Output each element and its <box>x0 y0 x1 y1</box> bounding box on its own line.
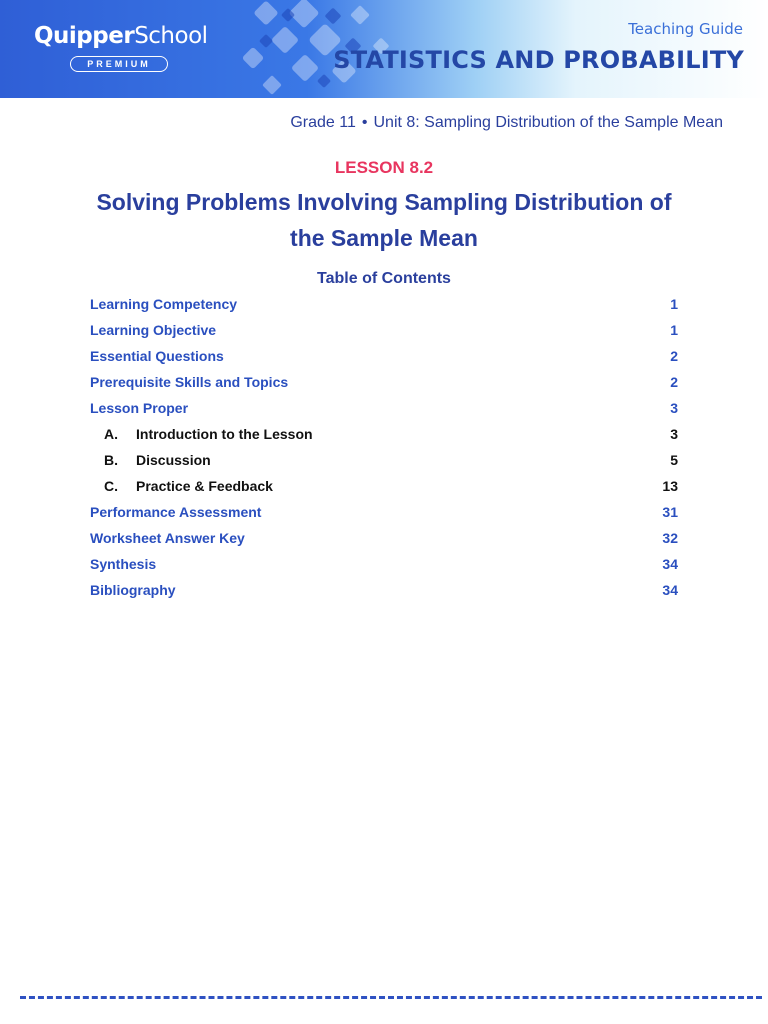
toc-subentry-introduction[interactable] <box>90 421 678 447</box>
toc-entry-page: 13 <box>662 478 678 494</box>
toc-entry-label: Prerequisite Skills and Topics <box>90 374 289 390</box>
toc-entry-learning-objective[interactable] <box>90 317 678 343</box>
toc-entry-page: 3 <box>670 400 678 416</box>
toc-subentry-text <box>104 478 273 494</box>
toc-entry-label: Performance Assessment <box>90 504 262 520</box>
quipper-logo <box>34 22 214 72</box>
toc-entry-page: 34 <box>662 582 678 598</box>
toc-subentry-practice-feedback[interactable] <box>90 473 678 499</box>
logo-wordmark <box>34 22 214 50</box>
toc-entry-label: Learning Competency <box>90 296 238 312</box>
toc-subentry-letter: B. <box>104 452 118 468</box>
toc-entry-label: Bibliography <box>90 582 176 598</box>
toc-entry-page: 5 <box>670 452 678 468</box>
toc-entry-label: Synthesis <box>90 556 157 572</box>
toc-subentry-label: Discussion <box>136 452 211 468</box>
toc-subentry-letter: A. <box>104 426 118 442</box>
toc-entry-label: Essential Questions <box>90 348 224 364</box>
toc-subentry-label: Introduction to the Lesson <box>136 426 313 442</box>
teaching-guide-label: Teaching Guide <box>628 20 743 38</box>
toc-entry-label: Learning Objective <box>90 322 217 338</box>
subject-title: STATISTICS AND PROBABILITY <box>333 46 744 74</box>
toc-entry-page: 2 <box>670 374 678 390</box>
toc-entry-prerequisite-skills[interactable] <box>90 369 678 395</box>
breadcrumb-grade: Grade 11 <box>290 114 356 131</box>
toc-entry-bibliography[interactable] <box>90 577 678 603</box>
toc-entry-lesson-proper[interactable] <box>90 395 678 421</box>
toc-entry-page: 2 <box>670 348 678 364</box>
toc-entry-worksheet-answer-key[interactable] <box>90 525 678 551</box>
premium-badge: PREMIUM <box>70 56 168 72</box>
lesson-title: Solving Problems Involving Sampling Distribution of the Sample Mean <box>96 189 672 251</box>
toc-subentry-text <box>104 452 211 468</box>
toc-subentry-discussion[interactable] <box>90 447 678 473</box>
breadcrumb <box>290 114 723 132</box>
page-header <box>0 0 768 98</box>
toc-entry-synthesis[interactable] <box>90 551 678 577</box>
toc-entry-page: 1 <box>670 322 678 338</box>
lesson-number: LESSON 8.2 <box>334 158 434 177</box>
logo-school: School <box>134 23 208 49</box>
toc-entry-label: Lesson Proper <box>90 400 189 416</box>
toc-entry-performance-assessment[interactable] <box>90 499 678 525</box>
toc-entry-page: 31 <box>662 504 678 520</box>
toc-heading: Table of Contents <box>317 270 451 287</box>
toc-entry-page: 1 <box>670 296 678 312</box>
table-of-contents <box>90 291 678 603</box>
logo-brand: Quipper <box>34 23 135 49</box>
toc-subentry-label: Practice & Feedback <box>136 478 273 494</box>
breadcrumb-separator: • <box>361 114 368 131</box>
toc-entry-page: 32 <box>662 530 678 546</box>
breadcrumb-unit: Unit 8: Sampling Distribution of the Sample Mean <box>373 114 723 131</box>
toc-entry-essential-questions[interactable] <box>90 343 678 369</box>
footer-dashed-divider <box>20 996 762 999</box>
toc-entry-page: 3 <box>670 426 678 442</box>
toc-entry-label: Worksheet Answer Key <box>90 530 245 546</box>
toc-entry-page: 34 <box>662 556 678 572</box>
toc-subentry-letter: C. <box>104 478 118 494</box>
toc-subentry-text <box>104 426 313 442</box>
toc-entry-learning-competency[interactable] <box>90 291 678 317</box>
